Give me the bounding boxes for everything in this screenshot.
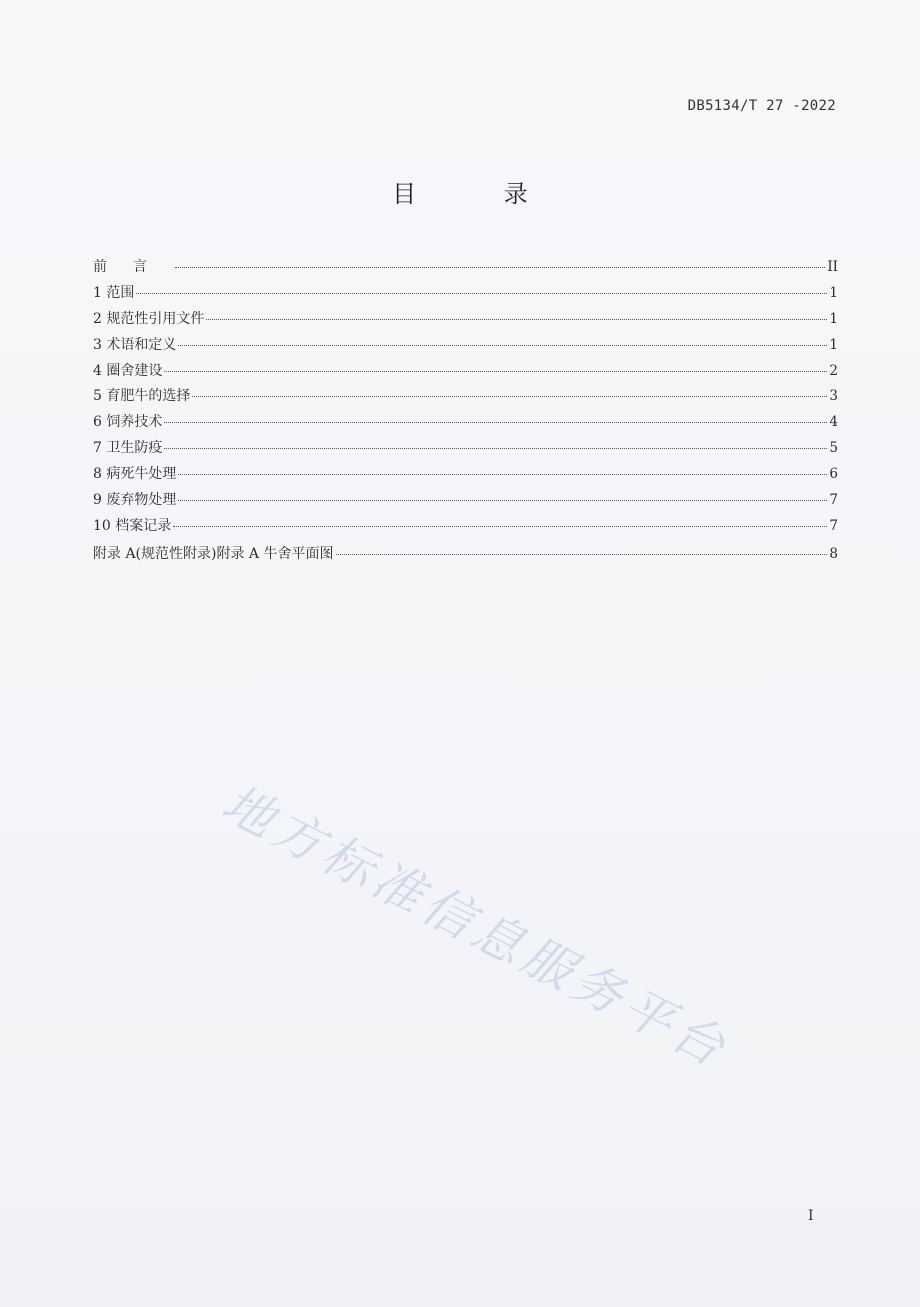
toc-entry-page: 6 bbox=[829, 466, 838, 483]
toc-entry-terms-definitions[interactable] bbox=[93, 334, 838, 360]
toc-leader-dots bbox=[164, 448, 827, 449]
toc-entry-waste-handling[interactable] bbox=[93, 489, 838, 515]
toc-entry-page: 7 bbox=[829, 492, 838, 509]
toc-entry-page: 1 bbox=[829, 310, 838, 327]
toc-entry-preface[interactable] bbox=[93, 256, 838, 282]
toc-leader-dots bbox=[178, 474, 827, 475]
toc-leader-dots bbox=[173, 526, 827, 527]
standard-code: DB5134/T 27 -2022 bbox=[687, 98, 836, 114]
toc-entry-label: 9 废弃物处理 bbox=[93, 492, 177, 509]
toc-leader-dots bbox=[336, 554, 828, 555]
toc-entry-page: 4 bbox=[829, 414, 838, 431]
toc-entry-page: 2 bbox=[829, 362, 838, 379]
table-of-contents bbox=[93, 256, 838, 569]
toc-entry-page: 8 bbox=[829, 545, 838, 562]
toc-leader-dots bbox=[178, 500, 827, 501]
toc-entry-label: 附录 A(规范性附录)附录 A 牛舍平面图 bbox=[93, 545, 334, 562]
toc-leader-dots bbox=[192, 396, 827, 397]
toc-entry-label: 前言 bbox=[93, 259, 173, 275]
toc-leader-dots bbox=[178, 345, 827, 346]
toc-entry-label: 4 圈舍建设 bbox=[93, 362, 163, 379]
toc-entry-label: 6 饲养技术 bbox=[93, 414, 163, 431]
toc-entry-feeding-technique[interactable] bbox=[93, 411, 838, 437]
toc-entry-barn-construction[interactable] bbox=[93, 360, 838, 386]
toc-entry-label: 1 范围 bbox=[93, 284, 135, 301]
toc-entry-epidemic-prevention[interactable] bbox=[93, 437, 838, 463]
watermark-text: 地方标准信息服务平台 bbox=[213, 773, 739, 1080]
toc-entry-page: 1 bbox=[829, 336, 838, 353]
toc-leader-dots bbox=[164, 371, 827, 372]
toc-leader-dots bbox=[164, 422, 827, 423]
toc-entry-label: 10 档案记录 bbox=[93, 517, 172, 534]
toc-entry-page: 7 bbox=[829, 517, 838, 534]
toc-entry-page: 1 bbox=[829, 284, 838, 301]
toc-entry-label: 3 术语和定义 bbox=[93, 336, 177, 353]
toc-leader-dots bbox=[206, 319, 827, 320]
toc-entry-scope[interactable] bbox=[93, 282, 838, 308]
toc-leader-dots bbox=[136, 293, 827, 294]
toc-entry-records[interactable] bbox=[93, 515, 838, 541]
toc-entry-page: 3 bbox=[829, 388, 838, 405]
toc-entry-appendix-a[interactable] bbox=[93, 543, 838, 569]
page-number: I bbox=[808, 1208, 814, 1224]
toc-entry-normative-references[interactable] bbox=[93, 308, 838, 334]
toc-title: 目 录 bbox=[392, 180, 568, 208]
toc-entry-dead-cattle-handling[interactable] bbox=[93, 463, 838, 489]
toc-entry-page: 5 bbox=[829, 440, 838, 457]
toc-entry-label: 7 卫生防疫 bbox=[93, 440, 163, 457]
toc-entry-label: 8 病死牛处理 bbox=[93, 466, 177, 483]
toc-entry-cattle-selection[interactable] bbox=[93, 385, 838, 411]
toc-leader-dots bbox=[175, 267, 825, 268]
toc-entry-page: II bbox=[827, 259, 838, 275]
toc-entry-label: 2 规范性引用文件 bbox=[93, 310, 205, 327]
toc-entry-label: 5 育肥牛的选择 bbox=[93, 388, 191, 405]
